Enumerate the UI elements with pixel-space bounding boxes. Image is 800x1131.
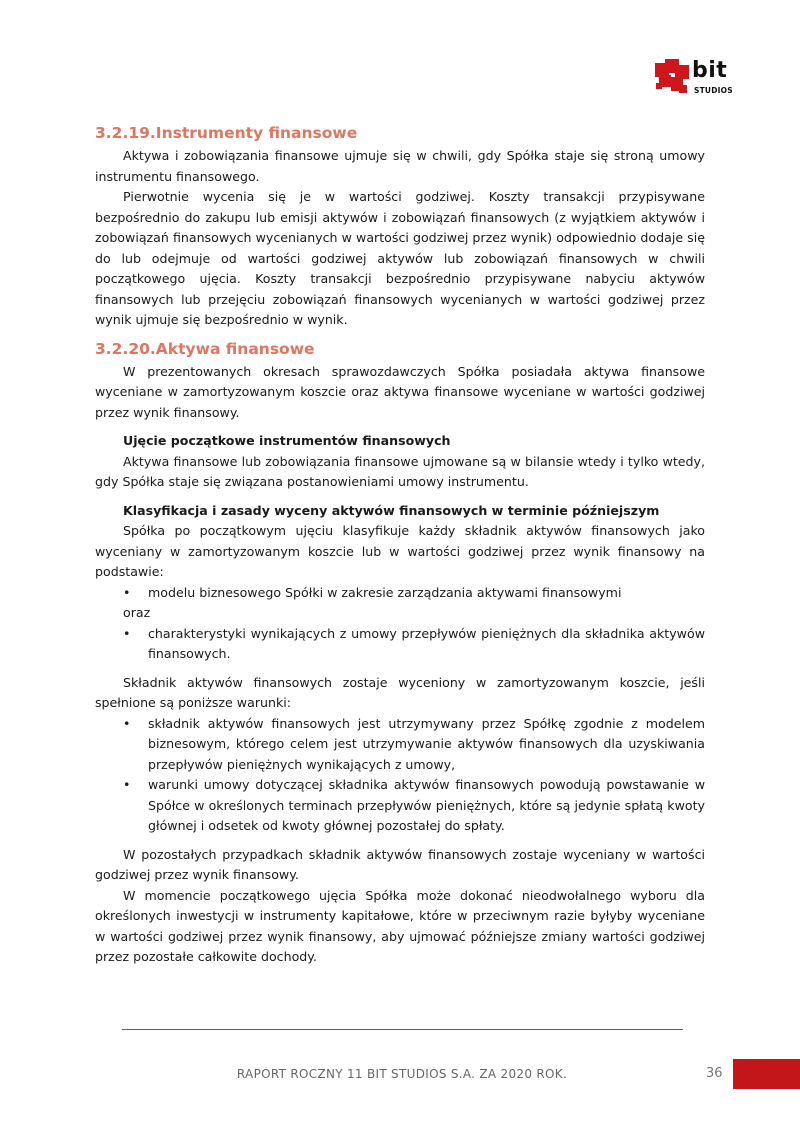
bullet-list-conditions (95, 714, 705, 837)
paragraph: Spółka po początkowym ujęciu klasyfikuje każdy składnik aktywów finansowych jako wyceniany w zamortyzowanym koszcie lub w wartości godziwej przez wynik finansowy na podstawie: (95, 523, 705, 579)
paragraph: Pierwotnie wycenia się je w wartości godziwej. Koszty transakcji przypisywane bezpośrednio do zakupu lub emisji aktywów i zobowiązań finansowych (z wyjątkiem aktywów i zobowiązań finansowych wycenianych w wartości godziwej przez wynik) odpowiednio dodaje się do lub odejmuje od wartości godziwej aktywów lub zobowiązań finansowych w chwili początkowego ujęcia. Koszty transakcji bezpośrednio przypisywane nabyciu aktywów finansowych lub przejęciu zobowiązań finansowych wycenianych w wartości godziwej przez wynik ujmuje się bezpośrednio w wynik. (95, 189, 705, 327)
footer-accent-block (733, 1059, 800, 1089)
section-heading-instrumenty: 3.2.19.Instrumenty finansowe (95, 124, 358, 142)
list-item: • modelu biznesowego Spółki w zakresie zarządzania aktywami finansowymi (95, 583, 705, 604)
list-item: • składnik aktywów finansowych jest utrzymywany przez Spółkę zgodnie z modelem biznesowym, którego celem jest utrzymywanie aktywów finansowych dla uzyskiwania przepływów pieniężnych wynikających z umowy, (123, 715, 705, 772)
logo-text: bit (692, 58, 728, 83)
paragraph: W prezentowanych okresach sprawozdawczych Spółka posiadała aktywa finansowe wyceniane w zamortyzowanym koszcie oraz aktywa finansowe wyceniane w wartości godziwej przez wynik finansowy. (95, 363, 705, 420)
footer-divider (122, 1029, 683, 1030)
footer-text: RAPORT ROCZNY 11 BIT STUDIOS S.A. ZA 2020 ROK. (236, 1067, 568, 1081)
subheading-initial-recognition: Ujęcie początkowe instrumentów finansowych (123, 433, 451, 448)
list-item: • charakterystyki wynikających z umowy przepływów pieniężnych dla składnika aktywów finansowych. (123, 625, 705, 661)
bullet-icon: • (123, 777, 131, 792)
section-heading-aktywa: 3.2.20.Aktywa finansowe (95, 339, 315, 358)
bullet-list-basis-2 (95, 624, 705, 665)
paragraph: Składnik aktywów finansowych zostaje wyceniony w zamortyzowanym koszcie, jeśli spełnione są poniższe warunki: (95, 674, 705, 710)
paragraph: W momencie początkowego ujęcia Spółka może dokonać nieodwołalnego wyboru dla określonych inwestycji w instrumenty kapitałowe, które w przeciwnym razie byłyby wyceniane w wartości godziwej przez wynik finansowy, aby ujmować późniejsze zmiany wartości godziwej przez pozostałe całkowite dochody. (95, 887, 705, 964)
logo-subtext: STUDIOS (694, 86, 733, 95)
paragraph: Aktywa i zobowiązania finansowe ujmuje się w chwili, gdy Spółka staje się stroną umowy instrumentu finansowego. (95, 148, 705, 184)
paragraph: W pozostałych przypadkach składnik aktywów finansowych zostaje wyceniany w wartości godziwej przez wynik finansowy. (95, 846, 705, 882)
paragraph: Aktywa finansowe lub zobowiązania finansowe ujmowane są w bilansie wtedy i tylko wtedy, gdy Spółka staje się związana postanowieniami umowy instrumentu. (95, 453, 705, 489)
bullet-icon: • (123, 625, 131, 641)
list-item: • warunki umowy dotyczącej składnika aktywów finansowych powodują powstawanie w Spółce w określonych terminach przepływów pieniężnych, które są jedynie spłatą kwoty głównej i odsetek od kwoty głównej pozostałej do spłaty. (123, 777, 705, 833)
oraz-text: oraz (123, 605, 151, 620)
page-number: 36 (706, 1066, 723, 1081)
bullet-icon: • (123, 584, 131, 600)
document-body (95, 122, 705, 968)
subheading-classification: Klasyfikacja i zasady wyceny aktywów finansowych w terminie późniejszym (123, 502, 660, 518)
bullet-list-basis (95, 583, 705, 604)
bullet-icon: • (123, 715, 131, 731)
